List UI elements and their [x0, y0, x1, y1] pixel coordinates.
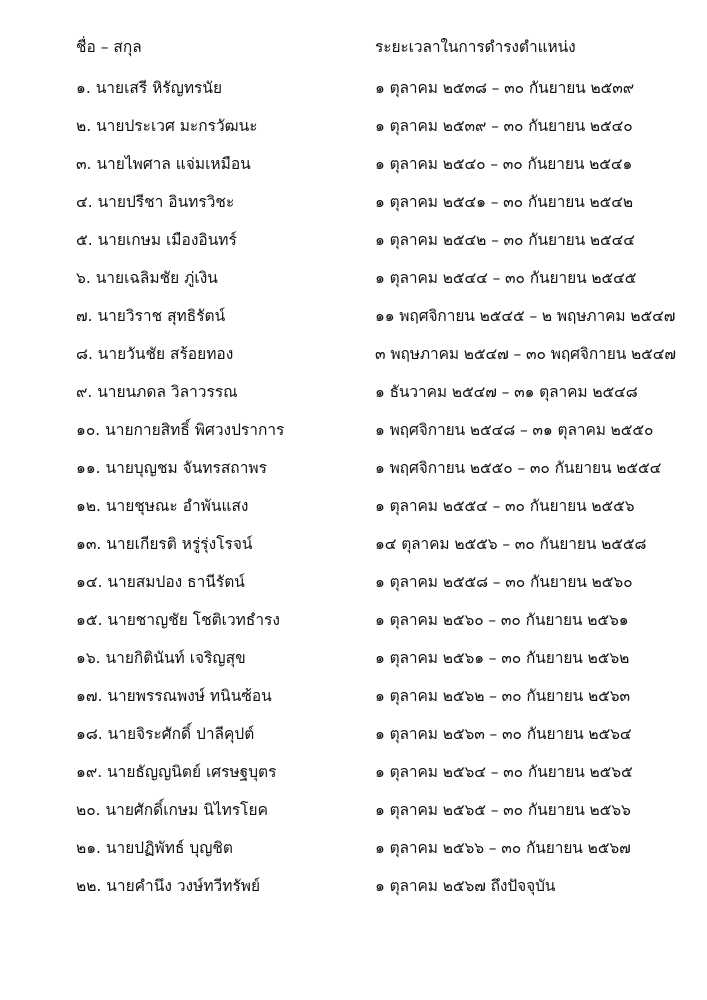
term-period: ๑ ตุลาคม ๒๕๓๘ – ๓๐ กันยายน ๒๕๓๙	[375, 79, 635, 97]
term-period: ๑๔ ตุลาคม ๒๕๕๖ – ๓๐ กันยายน ๒๕๕๘	[375, 535, 647, 553]
table-row	[0, 531, 707, 557]
table-row	[0, 607, 707, 633]
holder-name: ๑๑. นายบุญชม จันทรสถาพร	[76, 459, 267, 477]
table-row	[0, 797, 707, 823]
header-row	[0, 34, 707, 60]
table-row	[0, 493, 707, 519]
term-period: ๑ ตุลาคม ๒๕๖๗ ถึงปัจจุบัน	[375, 877, 556, 895]
holder-name: ๗. นายวิราช สุทธิรัตน์	[76, 307, 226, 325]
table-row	[0, 417, 707, 443]
table-row	[0, 683, 707, 709]
column-header-term: ระยะเวลาในการดำรงตำแหน่ง	[375, 38, 576, 56]
term-period: ๑ ตุลาคม ๒๕๖๐ – ๓๐ กันยายน ๒๕๖๑	[375, 611, 629, 629]
holder-name: ๔. นายปรีชา อินทรวิชะ	[76, 193, 235, 211]
table-row	[0, 341, 707, 367]
holder-name: ๒. นายประเวศ มะกรวัฒนะ	[76, 117, 258, 135]
table-row	[0, 645, 707, 671]
table-row	[0, 759, 707, 785]
term-period: ๑ พฤศจิกายน ๒๕๔๘ – ๓๑ ตุลาคม ๒๕๕๐	[375, 421, 654, 439]
term-period: ๑ ตุลาคม ๒๕๖๖ – ๓๐ กันยายน ๒๕๖๗	[375, 839, 631, 857]
holder-name: ๑. นายเสรี หิรัญทรนัย	[76, 79, 223, 97]
holder-name: ๘. นายวันชัย สร้อยทอง	[76, 345, 234, 363]
term-period: ๑ ตุลาคม ๒๕๖๕ – ๓๐ กันยายน ๒๕๖๖	[375, 801, 631, 819]
table-row	[0, 873, 707, 899]
holder-name: ๑๐. นายกายสิทธิ์ พิศวงปราการ	[76, 421, 285, 439]
table-row	[0, 379, 707, 405]
table-row	[0, 265, 707, 291]
column-header-name: ชื่อ – สกุล	[76, 38, 142, 56]
holder-name: ๑๔. นายสมปอง ธานีรัตน์	[76, 573, 245, 591]
table-row	[0, 721, 707, 747]
holder-name: ๑๓. นายเกียรติ หรู่รุ่งโรจน์	[76, 535, 253, 553]
term-period: ๑ ตุลาคม ๒๕๖๑ – ๓๐ กันยายน ๒๕๖๒	[375, 649, 630, 667]
table-row	[0, 75, 707, 101]
table-row	[0, 151, 707, 177]
term-period: ๑ ตุลาคม ๒๕๓๙ – ๓๐ กันยายน ๒๕๔๐	[375, 117, 633, 135]
holder-name: ๓. นายไพศาล แจ่มเหมือน	[76, 155, 251, 173]
holder-name: ๑๖. นายกิตินันท์ เจริญสุข	[76, 649, 246, 667]
holder-name: ๖. นายเฉลิมชัย ภู่เงิน	[76, 269, 218, 287]
term-period: ๑ ตุลาคม ๒๕๕๘ – ๓๐ กันยายน ๒๕๖๐	[375, 573, 633, 591]
holder-name: ๒๐. นายศักดิ์เกษม นิไทรโยค	[76, 801, 268, 819]
holder-name: ๑๘. นายจิระศักดิ์ ปาลีคุปต์	[76, 725, 255, 743]
term-period: ๑ ตุลาคม ๒๕๔๑ – ๓๐ กันยายน ๒๕๔๒	[375, 193, 634, 211]
term-period: ๑๑ พฤศจิกายน ๒๕๔๕ – ๒ พฤษภาคม ๒๕๔๗	[375, 307, 676, 325]
table-row	[0, 113, 707, 139]
table-row	[0, 189, 707, 215]
term-period: ๑ ตุลาคม ๒๕๔๐ – ๓๐ กันยายน ๒๕๔๑	[375, 155, 633, 173]
holder-name: ๑๗. นายพรรณพงษ์ ทนินซ้อน	[76, 687, 272, 705]
term-period: ๑ พฤศจิกายน ๒๕๕๐ – ๓๐ กันยายน ๒๕๕๔	[375, 459, 662, 477]
holder-name: ๕. นายเกษม เมืองอินทร์	[76, 231, 237, 249]
term-period: ๑ ธันวาคม ๒๕๔๗ – ๓๑ ตุลาคม ๒๕๔๘	[375, 383, 638, 401]
table-row	[0, 303, 707, 329]
term-period: ๑ ตุลาคม ๒๕๖๔ – ๓๐ กันยายน ๒๕๖๕	[375, 763, 633, 781]
table-row	[0, 835, 707, 861]
table-row	[0, 455, 707, 481]
holder-name: ๙. นายนภดล วิลาวรรณ	[76, 383, 238, 401]
holder-name: ๑๙. นายธัญญนิตย์ เศรษฐบุตร	[76, 763, 277, 781]
term-period: ๑ ตุลาคม ๒๕๔๔ – ๓๐ กันยายน ๒๕๔๕	[375, 269, 637, 287]
term-period: ๑ ตุลาคม ๒๕๖๓ – ๓๐ กันยายน ๒๕๖๔	[375, 725, 632, 743]
table-row	[0, 227, 707, 253]
term-period: ๑ ตุลาคม ๒๕๕๔ – ๓๐ กันยายน ๒๕๕๖	[375, 497, 635, 515]
table-row	[0, 569, 707, 595]
term-period: ๑ ตุลาคม ๒๕๔๒ – ๓๐ กันยายน ๒๕๔๔	[375, 231, 635, 249]
term-period: ๓ พฤษภาคม ๒๕๔๗ – ๓๐ พฤศจิกายน ๒๕๔๗	[375, 345, 676, 363]
term-period: ๑ ตุลาคม ๒๕๖๒ – ๓๐ กันยายน ๒๕๖๓	[375, 687, 630, 705]
holder-name: ๑๕. นายชาญชัย โชติเวทธำรง	[76, 611, 280, 629]
holder-name: ๒๒. นายคำนึง วงษ์ทวีทรัพย์	[76, 877, 261, 895]
holder-name: ๑๒. นายชุษณะ อำพันแสง	[76, 497, 249, 515]
holder-name: ๒๑. นายปฏิพัทธ์ บุญชิต	[76, 839, 233, 857]
